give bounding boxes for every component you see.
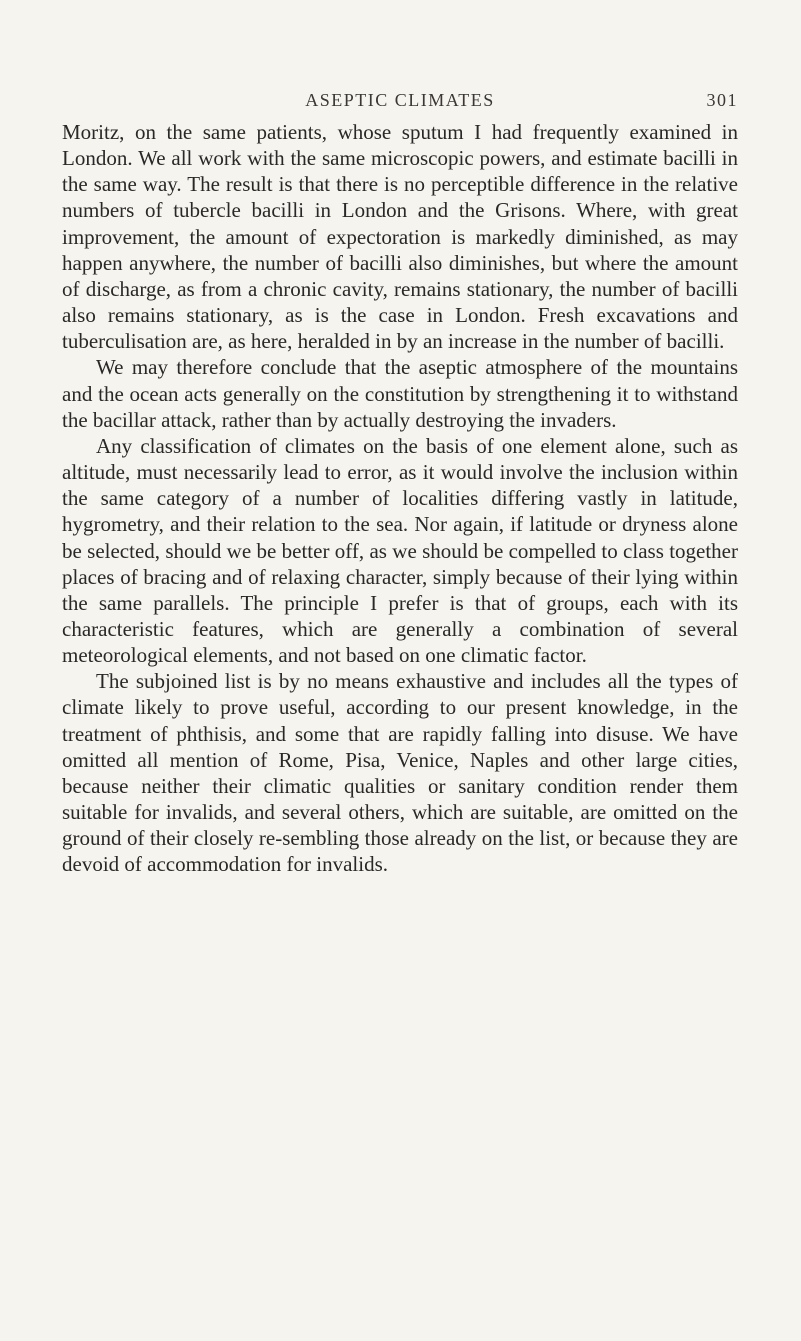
paragraph-2: We may therefore conclude that the aseptic atmosphere of the mountains and the ocean acts generally on the constitution by strengthening it to withstand the bacillar attack, rather than by actually destroying the invaders. — [62, 355, 738, 432]
paragraph-1: Moritz, on the same patients, whose sputum I had frequently examined in London. We all work with the same microscopic powers, and estimate bacilli in the same way. The result is that there is no perceptible difference in the relative numbers of tubercle bacilli in London and the Grisons. Where, with great improvement, the amount of expectoration is markedly diminished, as may happen anywhere, the number of bacilli also diminishes, but where the amount of discharge, as from a chronic cavity, remains stationary, the number of bacilli also remains stationary, as is the case in London. Fresh excavations and tuberculisation are, as here, heralded in by an increase in the number of bacilli. — [62, 120, 738, 354]
running-title: ASEPTIC CLIMATES — [305, 90, 495, 110]
paragraph-3: Any classification of climates on the basis of one element alone, such as altitude, must necessarily lead to error, as it would involve the inclusion within the same category of a number of localities differing vastly in latitude, hygrometry, and their relation to the sea. Nor again, if latitude or dryness alone be selected, should we be better off, as we should be compelled to class together places of bracing and of relaxing character, simply because of their lying within the same parallels. The principle I prefer is that of groups, each with its characteristic features, which are generally a combination of several meteorological elements, and not based on one climatic factor. — [62, 433, 738, 668]
body-text — [62, 119, 738, 878]
running-header — [62, 90, 738, 114]
page-number: 301 — [706, 90, 738, 110]
paragraph-4: The subjoined list is by no means exhaustive and includes all the types of climate likely to prove useful, according to our present knowledge, in the treatment of phthisis, and some that are rapidly falling into disuse. We have omitted all mention of Rome, Pisa, Venice, Naples and other large cities, because neither their climatic qualities or sanitary condition render them suitable for invalids, and several others, which are suitable, are omitted on the ground of their closely re-sembling those already on the list, or because they are devoid of accommodation for invalids. — [62, 669, 738, 877]
